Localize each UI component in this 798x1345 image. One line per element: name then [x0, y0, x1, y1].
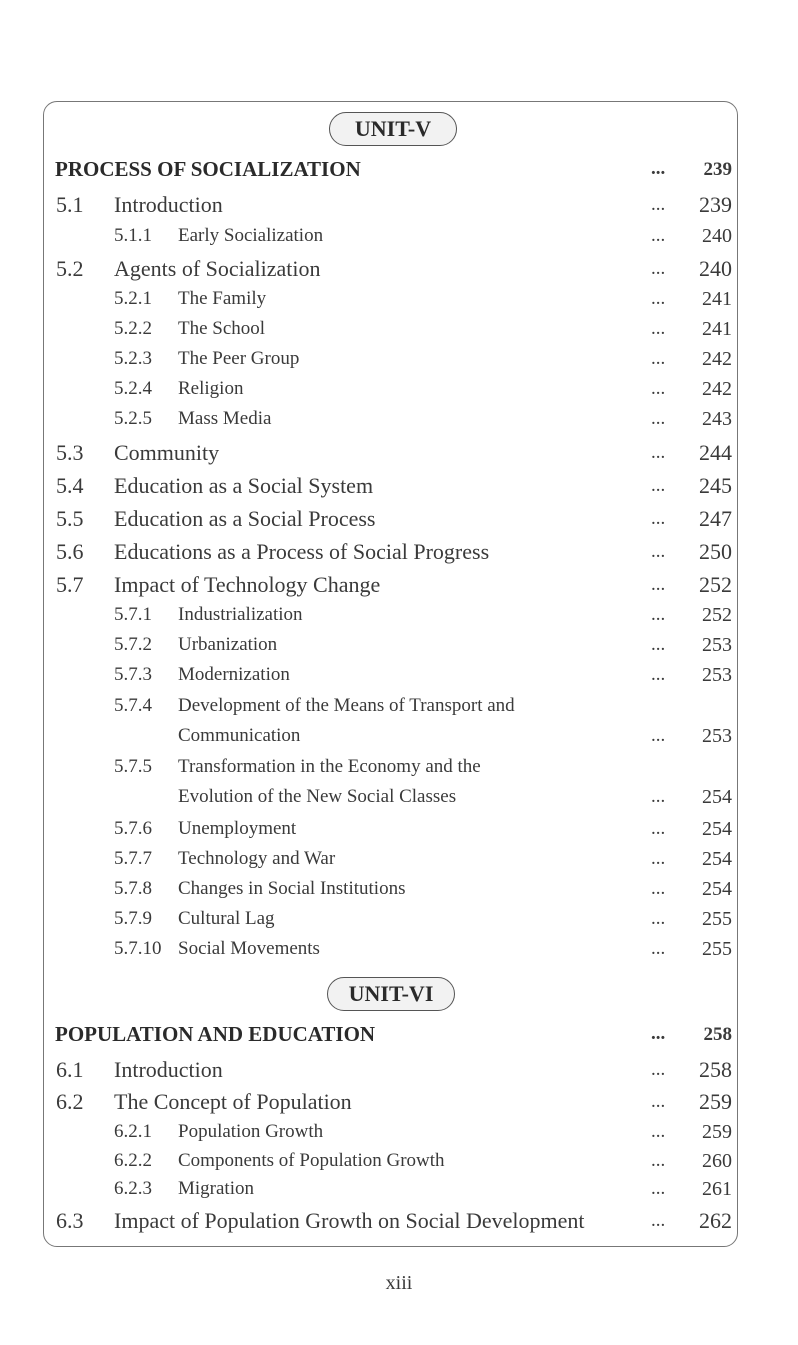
page-ref: 258 — [699, 1057, 732, 1082]
entry-number: 5.2.2 — [114, 318, 152, 339]
entry-number: 5.2.4 — [114, 378, 152, 399]
page-ref: 261 — [702, 1178, 732, 1200]
page-ref: 255 — [702, 908, 732, 930]
entry-title: Migration — [178, 1178, 254, 1199]
entry-title: The Family — [178, 288, 267, 309]
entry-title: Education as a Social System — [114, 473, 374, 498]
entry-title-continued: Communication — [178, 725, 301, 746]
page-ref: 254 — [702, 878, 732, 900]
entry-title: The Concept of Population — [114, 1089, 352, 1114]
leader-dots: ... — [651, 725, 666, 746]
page-ref: 259 — [699, 1089, 732, 1114]
entry-title: Religion — [178, 378, 244, 399]
leader-dots: ... — [651, 664, 666, 685]
leader-dots: ... — [651, 318, 666, 339]
section-heading: POPULATION AND EDUCATION — [55, 1022, 376, 1046]
page-ref: 253 — [702, 634, 732, 656]
entry-title: Development of the Means of Transport and — [178, 695, 515, 716]
entry-number: 5.7.10 — [114, 938, 162, 959]
leader-dots: ... — [651, 1210, 666, 1231]
leader-dots: ... — [651, 908, 666, 929]
page-ref: 253 — [702, 725, 732, 747]
leader-dots: ... — [651, 1059, 666, 1080]
leader-dots: ... — [651, 158, 666, 179]
entry-number: 5.7.8 — [114, 878, 152, 899]
entry-number: 5.7.7 — [114, 848, 152, 869]
entry-number: 6.2.1 — [114, 1121, 152, 1142]
entry-number: 5.3 — [56, 440, 84, 465]
page-ref: 241 — [702, 288, 732, 310]
leader-dots: ... — [651, 288, 666, 309]
entry-title: Unemployment — [178, 818, 297, 839]
leader-dots: ... — [651, 878, 666, 899]
page-ref: 244 — [699, 440, 732, 465]
entry-title: Transformation in the Economy and the — [178, 756, 481, 777]
entry-title: Community — [114, 440, 220, 465]
leader-dots: ... — [651, 258, 666, 279]
entry-number: 5.1 — [56, 192, 84, 217]
entry-title: The School — [178, 318, 266, 339]
page-ref: 254 — [702, 848, 732, 870]
entry-title: Modernization — [178, 664, 290, 685]
leader-dots: ... — [651, 1091, 666, 1112]
page-ref: 255 — [702, 938, 732, 960]
entry-number: 6.2 — [56, 1089, 84, 1114]
page-ref: 250 — [699, 539, 732, 564]
page-ref: 252 — [699, 572, 732, 597]
leader-dots: ... — [651, 194, 666, 215]
page-ref: 240 — [699, 256, 732, 281]
entry-title: Components of Population Growth — [178, 1150, 445, 1171]
page-ref: 243 — [702, 408, 732, 430]
leader-dots: ... — [651, 574, 666, 595]
entry-title: Urbanization — [178, 634, 278, 655]
entry-title-continued: Evolution of the New Social Classes — [178, 786, 457, 807]
entry-title: Agents of Socialization — [114, 256, 321, 281]
entry-number: 5.7.6 — [114, 818, 152, 839]
entry-title: Introduction — [114, 192, 223, 217]
entry-number: 5.7.5 — [114, 756, 152, 777]
unit-badge: UNIT-V — [329, 112, 457, 146]
leader-dots: ... — [651, 818, 666, 839]
page-ref: 254 — [702, 786, 732, 808]
page-ref: 258 — [703, 1024, 732, 1045]
entry-title: Technology and War — [178, 848, 336, 869]
leader-dots: ... — [651, 786, 666, 807]
entry-title: Social Movements — [178, 938, 320, 959]
entry-title: The Peer Group — [178, 348, 300, 369]
leader-dots: ... — [651, 1023, 666, 1044]
entry-title: Early Socialization — [178, 225, 324, 246]
entry-number: 6.3 — [56, 1208, 84, 1233]
entry-title: Changes in Social Institutions — [178, 878, 406, 899]
entry-title: Mass Media — [178, 408, 272, 429]
leader-dots: ... — [651, 1150, 666, 1171]
entry-number: 6.1 — [56, 1057, 84, 1082]
page-number: xiii — [385, 1272, 413, 1294]
entry-number: 5.6 — [56, 539, 84, 564]
page-ref: 247 — [699, 506, 732, 531]
page-ref: 239 — [703, 159, 732, 180]
entry-title: Industrialization — [178, 604, 303, 625]
entry-number: 5.4 — [56, 473, 84, 498]
entry-number: 5.2 — [56, 256, 84, 281]
entry-number: 5.7.1 — [114, 604, 152, 625]
page-ref: 253 — [702, 664, 732, 686]
leader-dots: ... — [651, 408, 666, 429]
leader-dots: ... — [651, 475, 666, 496]
page-ref: 242 — [702, 378, 732, 400]
entry-number: 5.7.4 — [114, 695, 152, 716]
entry-number: 5.7.3 — [114, 664, 152, 685]
entry-number: 6.2.2 — [114, 1150, 152, 1171]
leader-dots: ... — [651, 442, 666, 463]
page-ref: 242 — [702, 348, 732, 370]
section-heading: PROCESS OF SOCIALIZATION — [55, 157, 361, 181]
entry-title: Educations as a Process of Social Progress — [114, 539, 490, 564]
leader-dots: ... — [651, 541, 666, 562]
unit-badge: UNIT-VI — [327, 977, 455, 1011]
entry-number: 5.5 — [56, 506, 84, 531]
leader-dots: ... — [651, 848, 666, 869]
page-ref: 245 — [699, 473, 732, 498]
leader-dots: ... — [651, 1121, 666, 1142]
page-ref: 262 — [699, 1208, 732, 1233]
entry-title: Introduction — [114, 1057, 223, 1082]
entry-number: 5.7.9 — [114, 908, 152, 929]
entry-number: 5.1.1 — [114, 225, 152, 246]
entry-title: Population Growth — [178, 1121, 324, 1142]
entry-number: 5.2.5 — [114, 408, 152, 429]
leader-dots: ... — [651, 225, 666, 246]
entry-title: Education as a Social Process — [114, 506, 376, 531]
entry-number: 6.2.3 — [114, 1178, 152, 1199]
page-ref: 241 — [702, 318, 732, 340]
entry-title: Impact of Technology Change — [114, 572, 381, 597]
leader-dots: ... — [651, 604, 666, 625]
page-ref: 260 — [702, 1150, 732, 1172]
entry-number: 5.2.1 — [114, 288, 152, 309]
leader-dots: ... — [651, 378, 666, 399]
leader-dots: ... — [651, 508, 666, 529]
entry-title: Cultural Lag — [178, 908, 275, 929]
page-ref: 254 — [702, 818, 732, 840]
page-ref: 252 — [702, 604, 732, 626]
leader-dots: ... — [651, 938, 666, 959]
leader-dots: ... — [651, 634, 666, 655]
entry-number: 5.7.2 — [114, 634, 152, 655]
page-ref: 239 — [699, 192, 732, 217]
leader-dots: ... — [651, 348, 666, 369]
entry-number: 5.2.3 — [114, 348, 152, 369]
entry-title: Impact of Population Growth on Social Development — [114, 1208, 585, 1233]
page-ref: 240 — [702, 225, 732, 247]
leader-dots: ... — [651, 1178, 666, 1199]
page-ref: 259 — [702, 1121, 732, 1143]
entry-number: 5.7 — [56, 572, 84, 597]
